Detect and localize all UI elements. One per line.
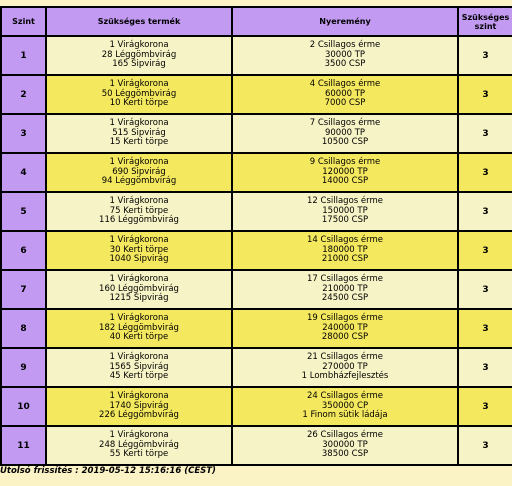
- product-line: 1 Virágkorona: [109, 390, 169, 401]
- table-row: [1, 231, 512, 270]
- reward-line: 150000 TP: [322, 205, 368, 216]
- row-level: 8: [1, 309, 46, 348]
- row-level: 3: [1, 114, 46, 153]
- reward-line: 26 Csillagos érme: [307, 429, 383, 440]
- row-rewards: [232, 387, 458, 426]
- product-line: 30 Kerti törpe: [109, 244, 169, 255]
- row-required-level: 3: [458, 36, 512, 75]
- reward-line: 9 Csillagos érme: [309, 156, 381, 167]
- table-row: [1, 309, 512, 348]
- row-products: [46, 348, 232, 387]
- reward-line: 180000 TP: [322, 244, 368, 255]
- product-line: 690 Sipvirág: [112, 166, 166, 177]
- product-line: 1 Virágkorona: [109, 429, 169, 440]
- row-required-level: 3: [458, 192, 512, 231]
- row-products: [46, 75, 232, 114]
- row-rewards: [232, 192, 458, 231]
- product-line: 1740 Sipvirág: [109, 400, 169, 411]
- reward-line: 17500 CSP: [321, 215, 369, 226]
- reward-line: 210000 TP: [322, 283, 368, 294]
- table-row: [1, 348, 512, 387]
- row-level: 1: [1, 36, 46, 75]
- reward-line: 240000 TP: [322, 322, 368, 333]
- table-row: [1, 36, 512, 75]
- product-line: 50 Léggömbvirág: [101, 88, 177, 99]
- reward-line: 19 Csillagos érme: [307, 312, 383, 323]
- row-required-level: 3: [458, 231, 512, 270]
- row-rewards: [232, 36, 458, 75]
- row-rewards: [232, 348, 458, 387]
- row-required-level: 3: [458, 426, 512, 465]
- product-line: 1565 Sipvirág: [109, 361, 169, 372]
- table-row: [1, 114, 512, 153]
- product-line: 1 Virágkorona: [109, 78, 169, 89]
- row-required-level: 3: [458, 348, 512, 387]
- reward-line: 17 Csillagos érme: [307, 273, 383, 284]
- reward-line: 24 Csillagos érme: [307, 390, 383, 401]
- reward-table: [0, 6, 512, 466]
- row-products: [46, 231, 232, 270]
- row-level: 10: [1, 387, 46, 426]
- row-level: 5: [1, 192, 46, 231]
- row-required-level: 3: [458, 114, 512, 153]
- table-row: [1, 270, 512, 309]
- table-row: [1, 153, 512, 192]
- row-required-level: 3: [458, 75, 512, 114]
- header-product: Szükséges termék: [46, 7, 232, 36]
- product-line: 226 Léggömbvirág: [99, 410, 179, 421]
- product-line: 75 Kerti törpe: [109, 205, 169, 216]
- reward-line: 14 Csillagos érme: [307, 234, 383, 245]
- reward-line: 270000 TP: [322, 361, 368, 372]
- row-products: [46, 153, 232, 192]
- product-line: 94 Léggömbvirág: [101, 176, 177, 187]
- row-rewards: [232, 75, 458, 114]
- row-required-level: 3: [458, 270, 512, 309]
- row-rewards: [232, 231, 458, 270]
- product-line: 1 Virágkorona: [109, 39, 169, 50]
- row-rewards: [232, 309, 458, 348]
- header-reward: Nyeremény: [232, 7, 458, 36]
- product-line: 248 Léggömbvirág: [99, 439, 179, 450]
- row-products: [46, 309, 232, 348]
- reward-line: 3500 CSP: [324, 59, 366, 70]
- row-rewards: [232, 426, 458, 465]
- row-level: 11: [1, 426, 46, 465]
- product-line: 515 Sipvirág: [112, 127, 166, 138]
- reward-line: 1 Finom sütik ládája: [302, 410, 388, 421]
- reward-line: 350000 CP: [321, 400, 369, 411]
- product-line: 1 Virágkorona: [109, 273, 169, 284]
- product-line: 165 Sipvirág: [112, 59, 166, 70]
- row-level: 7: [1, 270, 46, 309]
- table-body: [1, 36, 512, 465]
- table-row: [1, 75, 512, 114]
- reward-line: 300000 TP: [322, 439, 368, 450]
- last-updated-footer: Utolsó frissítés : 2019-05-12 15:16:16 (CEST): [0, 466, 216, 476]
- row-required-level: 3: [458, 153, 512, 192]
- product-line: 1 Virágkorona: [109, 312, 169, 323]
- row-required-level: 3: [458, 309, 512, 348]
- reward-line: 60000 TP: [324, 88, 366, 99]
- product-line: 1 Virágkorona: [109, 234, 169, 245]
- reward-line: 7 Csillagos érme: [309, 117, 381, 128]
- reward-line: 21 Csillagos érme: [307, 351, 383, 362]
- row-level: 6: [1, 231, 46, 270]
- product-line: 1040 Sipvirág: [109, 254, 169, 265]
- product-line: 1 Virágkorona: [109, 351, 169, 362]
- reward-line: 24500 CSP: [321, 293, 369, 304]
- product-line: 1 Virágkorona: [109, 156, 169, 167]
- row-products: [46, 192, 232, 231]
- row-products: [46, 36, 232, 75]
- product-line: 45 Kerti törpe: [109, 371, 169, 382]
- header-row: [1, 7, 512, 36]
- row-level: 9: [1, 348, 46, 387]
- table-row: [1, 426, 512, 465]
- reward-line: 28000 CSP: [321, 332, 369, 343]
- reward-line: 38500 CSP: [321, 449, 369, 460]
- reward-line: 4 Csillagos érme: [309, 78, 381, 89]
- row-products: [46, 114, 232, 153]
- row-level: 2: [1, 75, 46, 114]
- product-line: 28 Léggömbvirág: [101, 49, 177, 60]
- reward-line: 7000 CSP: [324, 98, 366, 109]
- product-line: 10 Kerti törpe: [109, 98, 169, 109]
- header-level: Szint: [1, 7, 46, 36]
- reward-line: 12 Csillagos érme: [307, 195, 383, 206]
- product-line: 1 Virágkorona: [109, 195, 169, 206]
- reward-line: 30000 TP: [324, 49, 366, 60]
- reward-line: 10500 CSP: [321, 137, 369, 148]
- product-line: 116 Léggömbvirág: [99, 215, 179, 226]
- reward-line: 120000 TP: [322, 166, 368, 177]
- row-products: [46, 270, 232, 309]
- reward-line: 14000 CSP: [321, 176, 369, 187]
- reward-line: 90000 TP: [324, 127, 366, 138]
- product-line: 1 Virágkorona: [109, 117, 169, 128]
- table-row: [1, 387, 512, 426]
- reward-line: 21000 CSP: [321, 254, 369, 265]
- product-line: 55 Kerti törpe: [109, 449, 169, 460]
- row-rewards: [232, 153, 458, 192]
- table-row: [1, 192, 512, 231]
- product-line: 182 Léggömbvirág: [99, 322, 179, 333]
- row-level: 4: [1, 153, 46, 192]
- row-products: [46, 426, 232, 465]
- product-line: 40 Kerti törpe: [109, 332, 169, 343]
- row-rewards: [232, 270, 458, 309]
- reward-line: 2 Csillagos érme: [309, 39, 381, 50]
- product-line: 15 Kerti törpe: [109, 137, 169, 148]
- header-required: Szükséges szint: [458, 7, 512, 36]
- row-products: [46, 387, 232, 426]
- product-line: 160 Léggömbvirág: [99, 283, 179, 294]
- row-rewards: [232, 114, 458, 153]
- row-required-level: 3: [458, 387, 512, 426]
- reward-line: 1 Lombházfejlesztés: [301, 371, 389, 382]
- product-line: 1215 Sipvirág: [109, 293, 169, 304]
